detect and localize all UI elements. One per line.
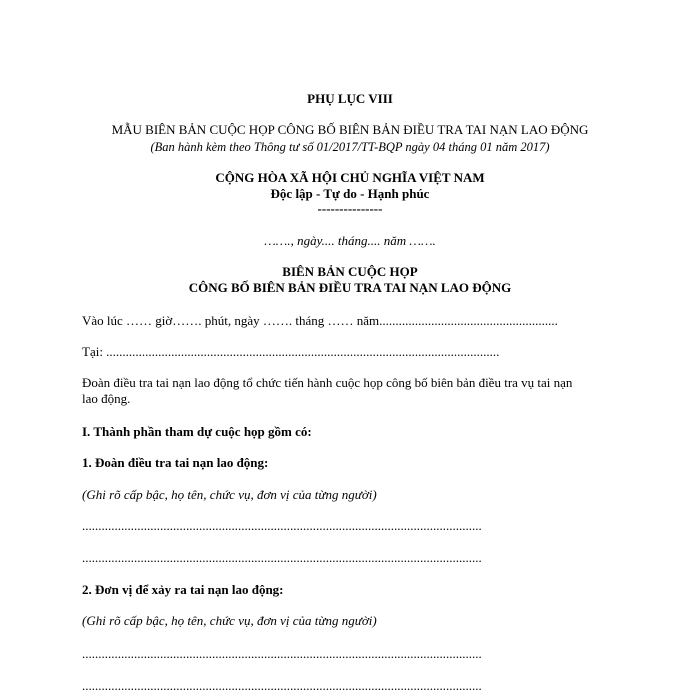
fill-line-1: ........................................................................................................................... bbox=[82, 518, 482, 533]
intro-line-1: Đoàn điều tra tai nạn lao động tổ chức tiến hành cuộc họp công bố biên bản điều tra vụ tai nạn bbox=[82, 375, 573, 390]
issued-note: (Ban hành kèm theo Thông tư số 01/2017/TT-BQP ngày 04 tháng 01 năm 2017) bbox=[150, 140, 550, 154]
document-subtitle: CÔNG BỐ BIÊN BẢN ĐIỀU TRA TAI NẠN LAO ĐỘNG bbox=[188, 280, 512, 295]
subsection-1-note: (Ghi rõ cấp bậc, họ tên, chức vụ, đơn vị của từng người) bbox=[82, 487, 377, 502]
intro-line-2: lao động. bbox=[82, 391, 131, 406]
meeting-time-line: Vào lúc …… giờ……. phút, ngày ……. tháng …… năm....................................................... bbox=[82, 313, 558, 328]
subsection-2-note: (Ghi rõ cấp bậc, họ tên, chức vụ, đơn vị của từng người) bbox=[82, 613, 377, 628]
fill-line-3: ........................................................................................................................... bbox=[82, 646, 482, 661]
section-participants: I. Thành phần tham dự cuộc họp gồm có: bbox=[82, 424, 312, 439]
subsection-investigation-team: 1. Đoàn điều tra tai nạn lao động: bbox=[82, 455, 269, 470]
form-title: MẪU BIÊN BẢN CUỘC HỌP CÔNG BỐ BIÊN BẢN ĐIỀU TRA TAI NẠN LAO ĐỘNG bbox=[111, 122, 589, 137]
date-line: ……., ngày.... tháng.... năm ……. bbox=[264, 233, 436, 248]
meeting-place-line: Tại: ......................................................................................................................... bbox=[82, 344, 500, 359]
fill-line-4: ........................................................................................................................... bbox=[82, 678, 482, 693]
motto: Độc lập - Tự do - Hạnh phúc bbox=[270, 186, 430, 201]
fill-line-2: ........................................................................................................................... bbox=[82, 550, 482, 565]
document-title: BIÊN BẢN CUỘC HỌP bbox=[282, 264, 418, 279]
header-separator: --------------- bbox=[317, 201, 383, 216]
subsection-accident-unit: 2. Đơn vị để xảy ra tai nạn lao động: bbox=[82, 582, 284, 597]
appendix-label: PHỤ LỤC VIII bbox=[307, 91, 393, 106]
country-name: CỘNG HÒA XÃ HỘI CHỦ NGHĨA VIỆT NAM bbox=[215, 170, 485, 185]
